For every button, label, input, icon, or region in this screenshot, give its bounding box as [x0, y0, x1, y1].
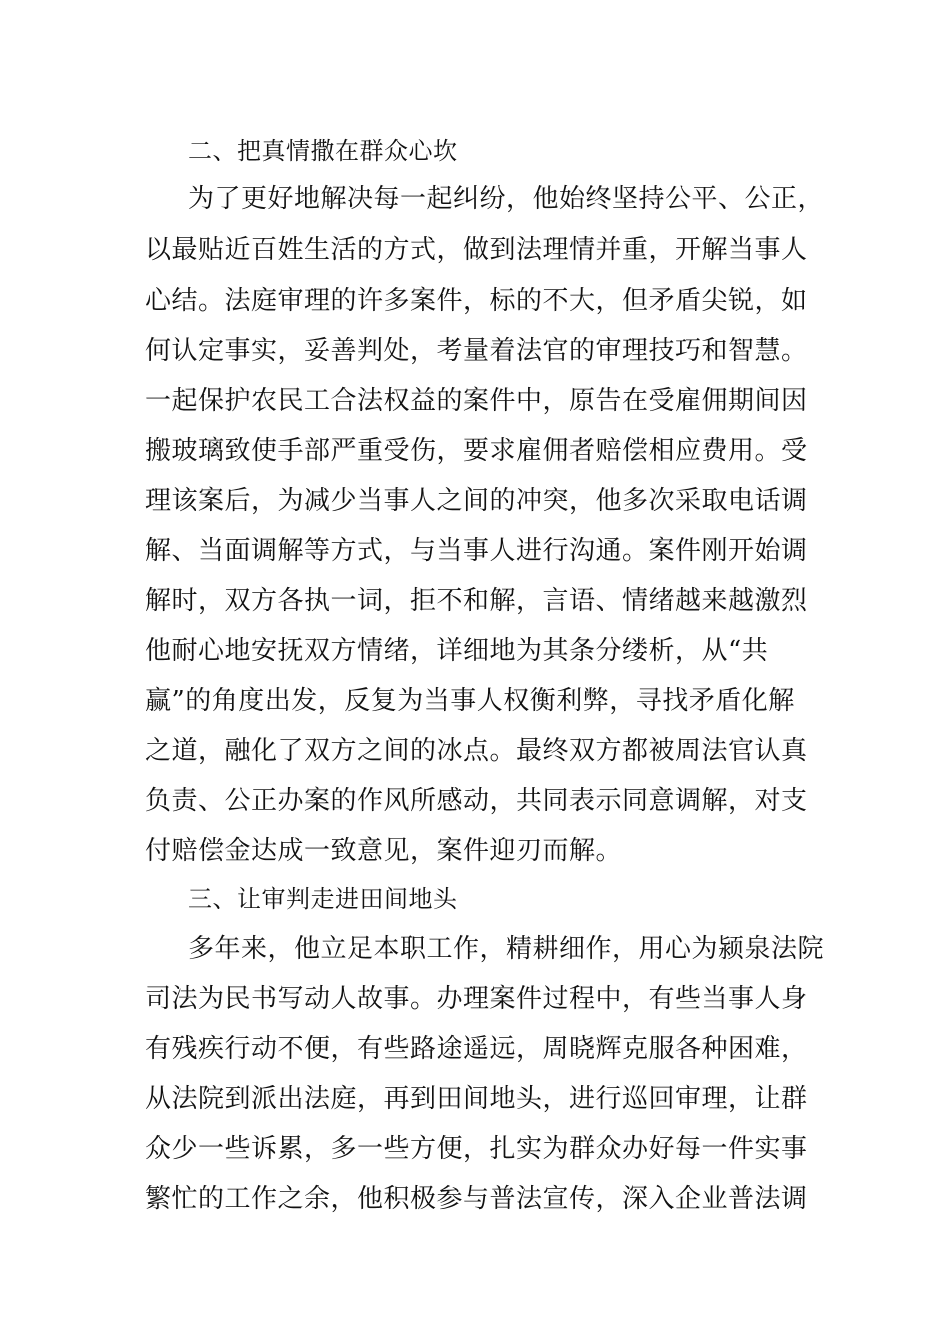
paragraph-line: 从法院到派出法庭，再到田间地头，进行巡回审理，让群 [145, 1084, 808, 1114]
paragraph-line: 心结。法庭审理的许多案件，标的不大，但矛盾尖锐，如 [145, 286, 808, 316]
paragraph-line: 解时，双方各执一词，拒不和解，言语、情绪越来越激烈 [145, 586, 808, 616]
paragraph-line: 理该案后，为减少当事人之间的冲突，他多次采取电话调 [145, 486, 808, 516]
paragraph-line: 司法为民书写动人故事。办理案件过程中，有些当事人身 [145, 984, 808, 1014]
section-heading: 二、把真情撒在群众心坎 [188, 137, 458, 165]
paragraph-line: 搬玻璃致使手部严重受伤，要求雇佣者赔偿相应费用。受 [145, 436, 808, 466]
paragraph-line: 为了更好地解决每一起纠纷，他始终坚持公平、公正， [188, 184, 825, 214]
paragraph-line: 一起保护农民工合法权益的案件中，原告在受雇佣期间因 [145, 386, 808, 416]
paragraph-line: 众少一些诉累，多一些方便，扎实为群众办好每一件实事 [145, 1134, 808, 1164]
paragraph-line: 有残疾行动不便，有些路途遥远，周晓辉克服各种困难， [145, 1034, 808, 1064]
paragraph-line: 繁忙的工作之余，他积极参与普法宣传，深入企业普法调 [145, 1184, 808, 1214]
paragraph-line: 赢”的角度出发，反复为当事人权衡利弊，寻找矛盾化解 [145, 686, 795, 716]
section-heading: 三、让审判走进田间地头 [188, 885, 458, 913]
paragraph-line: 何认定事实，妥善判处，考量着法官的审理技巧和智慧。 [145, 336, 808, 366]
paragraph-line: 他耐心地安抚双方情绪，详细地为其条分缕析，从“共 [145, 636, 769, 666]
paragraph-line: 以最贴近百姓生活的方式，做到法理情并重，开解当事人 [145, 235, 808, 265]
paragraph-line: 解、当面调解等方式，与当事人进行沟通。案件刚开始调 [145, 536, 808, 566]
paragraph-line: 多年来，他立足本职工作，精耕细作，用心为颍泉法院 [188, 934, 825, 964]
paragraph-line: 付赔偿金达成一致意见，案件迎刃而解。 [145, 836, 623, 866]
paragraph-line: 负责、公正办案的作风所感动，共同表示同意调解，对支 [145, 786, 808, 816]
paragraph-line: 之道，融化了双方之间的冰点。最终双方都被周法官认真 [145, 736, 808, 766]
